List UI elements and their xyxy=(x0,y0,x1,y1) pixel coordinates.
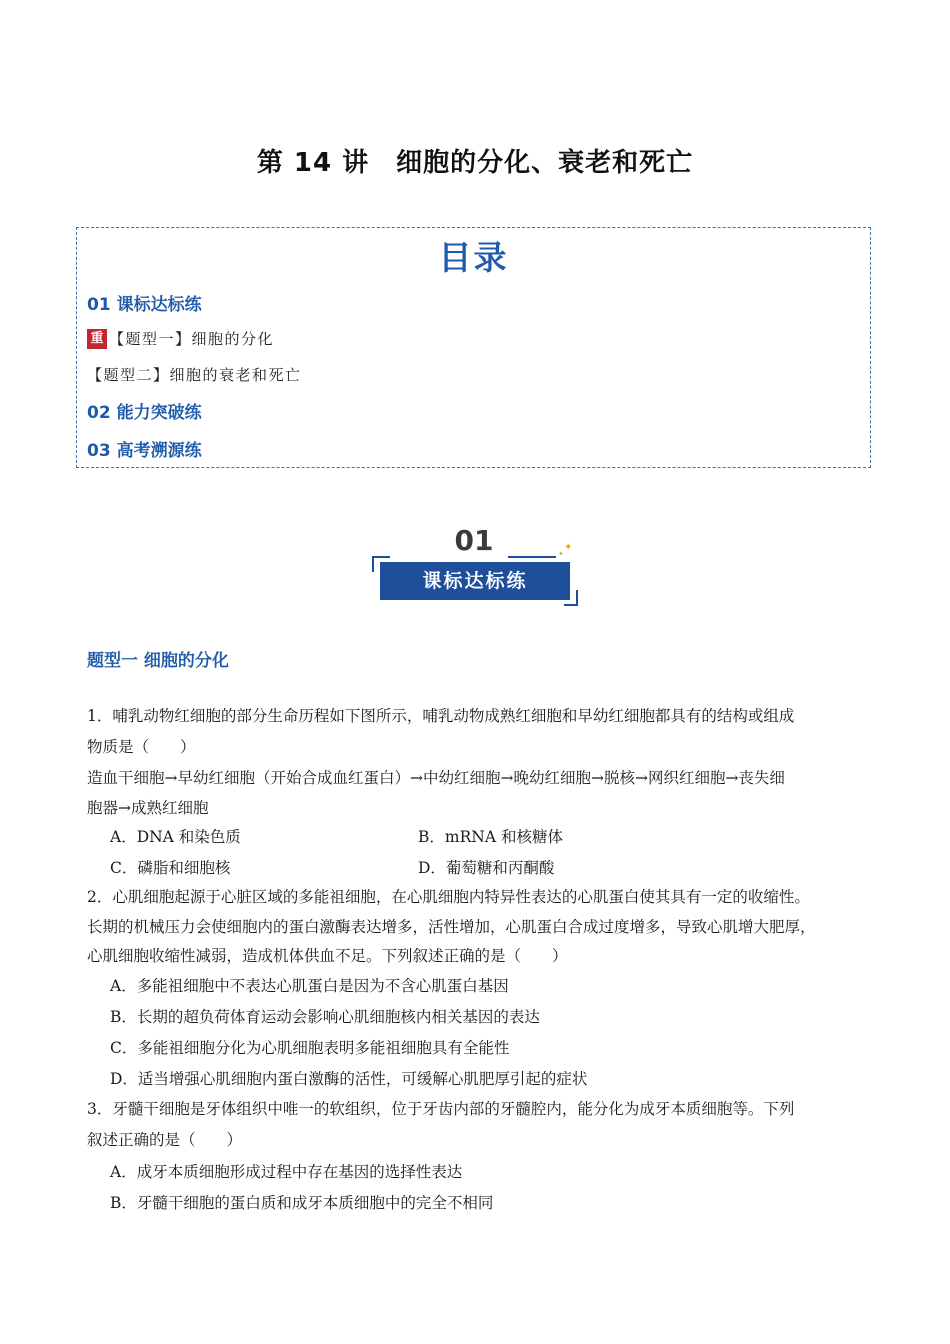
q1-stem-line-4: 胞器→成熟红细胞 xyxy=(87,799,209,817)
q1-stem-line-2: 物质是（ ） xyxy=(87,738,196,756)
banner-label: 课标达标练 xyxy=(380,562,570,600)
toc-item-type-1[interactable] xyxy=(87,328,274,349)
page-title: 第 14 讲 细胞的分化、衰老和死亡 xyxy=(256,148,694,178)
q1-stem-line-3: 造血干细胞→早幼红细胞（开始合成血红蛋白）→中幼红细胞→晚幼红细胞→脱核→网织红细胞→丧失细 xyxy=(87,769,785,787)
q3-option-b: B．牙髓干细胞的蛋白质和成牙本质细胞中的完全不相同 xyxy=(110,1194,494,1212)
toc-item-type-2[interactable]: 【题型二】细胞的衰老和死亡 xyxy=(87,366,302,384)
q2-option-c: C．多能祖细胞分化为心肌细胞表明多能祖细胞具有全能性 xyxy=(110,1039,510,1057)
section-heading: 题型一 细胞的分化 xyxy=(87,651,229,671)
toc-item-type-1-label: 【题型一】细胞的分化 xyxy=(109,330,275,348)
q1-option-b: B．mRNA 和核糖体 xyxy=(418,828,563,846)
toc-item-section-3[interactable]: 03 高考溯源练 xyxy=(87,441,202,461)
sparkle-icon: ✦ xyxy=(564,542,573,553)
q3-stem-line-1: 3．牙髓干细胞是牙体组织中唯一的软组织，位于牙齿内部的牙髓腔内，能分化为成牙本质细胞等。下列 xyxy=(87,1100,795,1118)
sparkle-small-icon: ✦ xyxy=(558,550,564,558)
toc-item-section-1[interactable]: 01 课标达标练 xyxy=(87,295,202,315)
banner-number: 01 xyxy=(454,524,494,557)
q2-stem-line-3: 心肌细胞收缩性减弱，造成机体供血不足。下列叙述正确的是（ ） xyxy=(87,947,568,965)
section-banner xyxy=(368,524,584,608)
toc-item-section-2[interactable]: 02 能力突破练 xyxy=(87,403,202,423)
q2-option-a: A．多能祖细胞中不表达心肌蛋白是因为不含心肌蛋白基因 xyxy=(110,977,509,995)
table-of-contents xyxy=(76,227,871,468)
q2-stem-line-2: 长期的机械压力会使细胞内的蛋白激酶表达增多，活性增加，心肌蛋白合成过度增多，导致心肌增大肥厚， xyxy=(87,918,816,936)
q1-stem-line-1: 1．哺乳动物红细胞的部分生命历程如下图所示，哺乳动物成熟红细胞和早幼红细胞都具有的结构或组成 xyxy=(87,707,795,725)
toc-heading: 目录 xyxy=(438,238,509,277)
q3-option-a: A．成牙本质细胞形成过程中存在基因的选择性表达 xyxy=(110,1163,463,1181)
banner-top-rule xyxy=(508,556,556,558)
q2-option-b: B．长期的超负荷体育运动会影响心肌细胞核内相关基因的表达 xyxy=(110,1008,540,1026)
q1-option-c: C．磷脂和细胞核 xyxy=(110,859,231,877)
q2-option-d: D．适当增强心肌细胞内蛋白激酶的活性，可缓解心肌肥厚引起的症状 xyxy=(110,1070,588,1088)
q1-option-d: D．葡萄糖和丙酮酸 xyxy=(418,859,555,877)
key-point-badge: 重 xyxy=(87,329,107,349)
q1-option-a: A．DNA 和染色质 xyxy=(110,828,241,846)
q3-stem-line-2: 叙述正确的是（ ） xyxy=(87,1131,243,1149)
q2-stem-line-1: 2．心肌细胞起源于心脏区域的多能祖细胞，在心肌细胞内特异性表达的心肌蛋白使其具有一定的收缩性。 xyxy=(87,888,810,906)
